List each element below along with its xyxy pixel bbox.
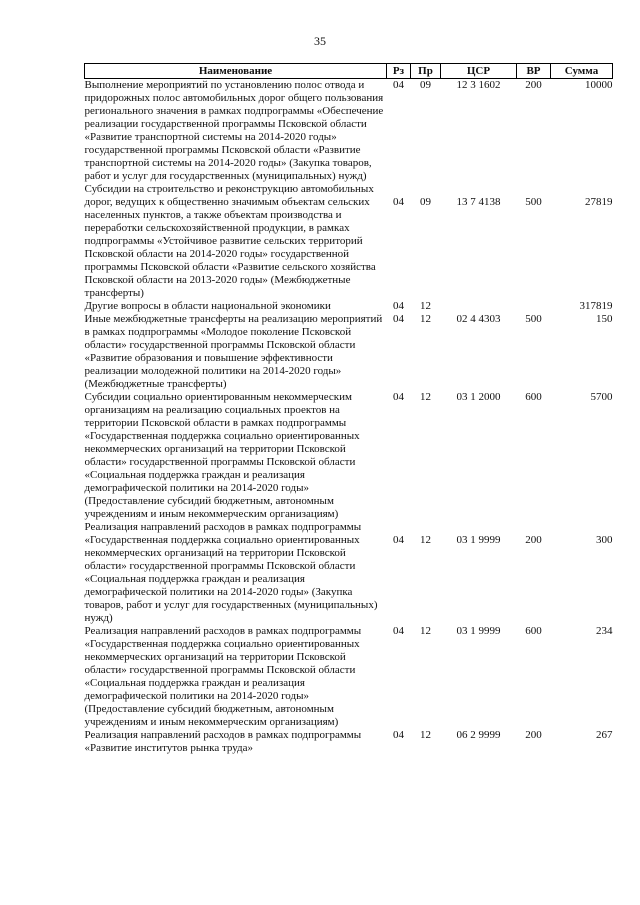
table-header-row (85, 64, 613, 79)
row-vr: 200 (525, 79, 542, 91)
row-rz: 04 (393, 625, 404, 637)
row-sum: 27819 (585, 196, 613, 208)
page-number: 35 (314, 34, 326, 48)
row-csr: 03 1 9999 (456, 534, 501, 546)
row-vr: 500 (525, 313, 542, 325)
row-vr: 200 (525, 534, 542, 546)
row-name: Иные межбюджетные трансферты на реализацию мероприятий в рамках подпрограммы «Молодое поколение Псковской области» государственной программы Псковской области «Развитие образования и повышение эффективности реализации молодежной политики на 2014-2020 годы» (Межбюджетные трансферты) (84, 313, 383, 390)
row-pr: 12 (420, 625, 431, 637)
row-rz: 04 (393, 300, 404, 312)
row-sum: 150 (596, 313, 613, 325)
header-pr: Пр (411, 64, 441, 79)
row-vr: 200 (525, 729, 542, 741)
header-vr: ВР (517, 64, 551, 79)
row-rz: 04 (393, 534, 404, 546)
row-sum: 317819 (579, 300, 613, 312)
row-csr: 06 2 9999 (456, 729, 501, 741)
header-csr: ЦСР (441, 64, 517, 79)
row-rz: 04 (393, 391, 404, 403)
header-name: Наименование (85, 64, 387, 79)
row-pr: 09 (420, 196, 431, 208)
table-row (85, 729, 613, 755)
row-sum: 234 (596, 625, 613, 637)
table-row (85, 300, 613, 313)
row-csr: 12 3 1602 (456, 79, 501, 91)
row-rz: 04 (393, 79, 404, 91)
row-sum: 5700 (590, 391, 613, 403)
row-rz: 04 (393, 313, 404, 325)
row-vr: 500 (525, 196, 542, 208)
row-csr: 03 1 9999 (456, 625, 501, 637)
table-row (85, 625, 613, 729)
row-pr: 12 (420, 391, 431, 403)
row-pr: 12 (420, 300, 431, 312)
row-pr: 12 (420, 534, 431, 546)
row-csr (441, 300, 517, 313)
row-name: Реализация направлений расходов в рамках подпрограммы «Государственная поддержка социально ориентированных некоммерческих организаций на территории Псковской области» государственной программы Псковской области «Социальная поддержка граждан и реализация демографической политики на 2014-2020 годы» (Предоставление субсидий бюджетным, автономным учреждениям и иным некоммерческим организациям) (84, 625, 362, 728)
row-pr: 09 (420, 79, 431, 91)
row-sum: 300 (596, 534, 613, 546)
table-row (85, 79, 613, 184)
row-name: Выполнение мероприятий по установлению полос отвода и придорожных полос автомобильных дорог общего пользования регионального значения в рамках подпрограммы «Обеспечение реализации государственной программы Псковской области «Развитие транспортной системы на 2014-2020 годы» государственной программы Псковской области «Развитие транспортной системы на 2014-2020 годы» (Закупка товаров, работ и услуг для государственных (муниципальных) нужд) (84, 79, 384, 182)
header-rz: Рз (387, 64, 411, 79)
row-vr: 600 (525, 625, 542, 637)
row-csr: 03 1 2000 (456, 391, 501, 403)
row-name: Реализация направлений расходов в рамках подпрограммы «Развитие институтов рынка труда» (84, 729, 362, 754)
row-rz: 04 (393, 196, 404, 208)
row-vr (517, 300, 551, 313)
row-sum: 267 (596, 729, 613, 741)
row-csr: 02 4 4303 (456, 313, 501, 325)
row-name: Субсидии на строительство и реконструкцию автомобильных дорог, ведущих к общественно значимым объектам сельских населенных пунктов, а также объектам производства и переработки сельскохозяйственной продукции, в рамках подпрограммы «Устойчивое развитие сельских территорий Псковской области на 2014-2020 годы» государственной программы Псковской области «Развитие сельского хозяйства Псковской области на 2013-2020 годы» (Межбюджетные трансферты) (84, 183, 376, 299)
table-row (85, 313, 613, 391)
header-sum: Сумма (551, 64, 613, 79)
row-rz: 04 (393, 729, 404, 741)
row-sum: 10000 (585, 79, 613, 91)
row-name: Другие вопросы в области национальной экономики (84, 300, 331, 312)
table-row (85, 183, 613, 300)
table-row (85, 391, 613, 521)
table-row (85, 521, 613, 625)
row-pr: 12 (420, 729, 431, 741)
row-pr: 12 (420, 313, 431, 325)
budget-table (84, 63, 613, 755)
row-name: Субсидии социально ориентированным некоммерческим организациям на реализацию социальных проектов на территории Псковской области в рамках подпрограммы «Государственная поддержка социально ориентированных некоммерческих организаций на территории Псковской области» государственной программы Псковской области «Социальная поддержка граждан и реализация демографической политики на 2014-2020 годы» (Предоставление субсидий бюджетным, автономным учреждениям и иным некоммерческим организациям) (84, 391, 360, 520)
row-name: Реализация направлений расходов в рамках подпрограммы «Государственная поддержка социально ориентированных некоммерческих организаций на территории Псковской области» государственной программы Псковской области «Социальная поддержка граждан и реализация демографической политики на 2014-2020 годы» (Закупка товаров, работ и услуг для государственных (муниципальных) нужд) (84, 521, 378, 624)
row-vr: 600 (525, 391, 542, 403)
row-csr: 13 7 4138 (456, 196, 501, 208)
